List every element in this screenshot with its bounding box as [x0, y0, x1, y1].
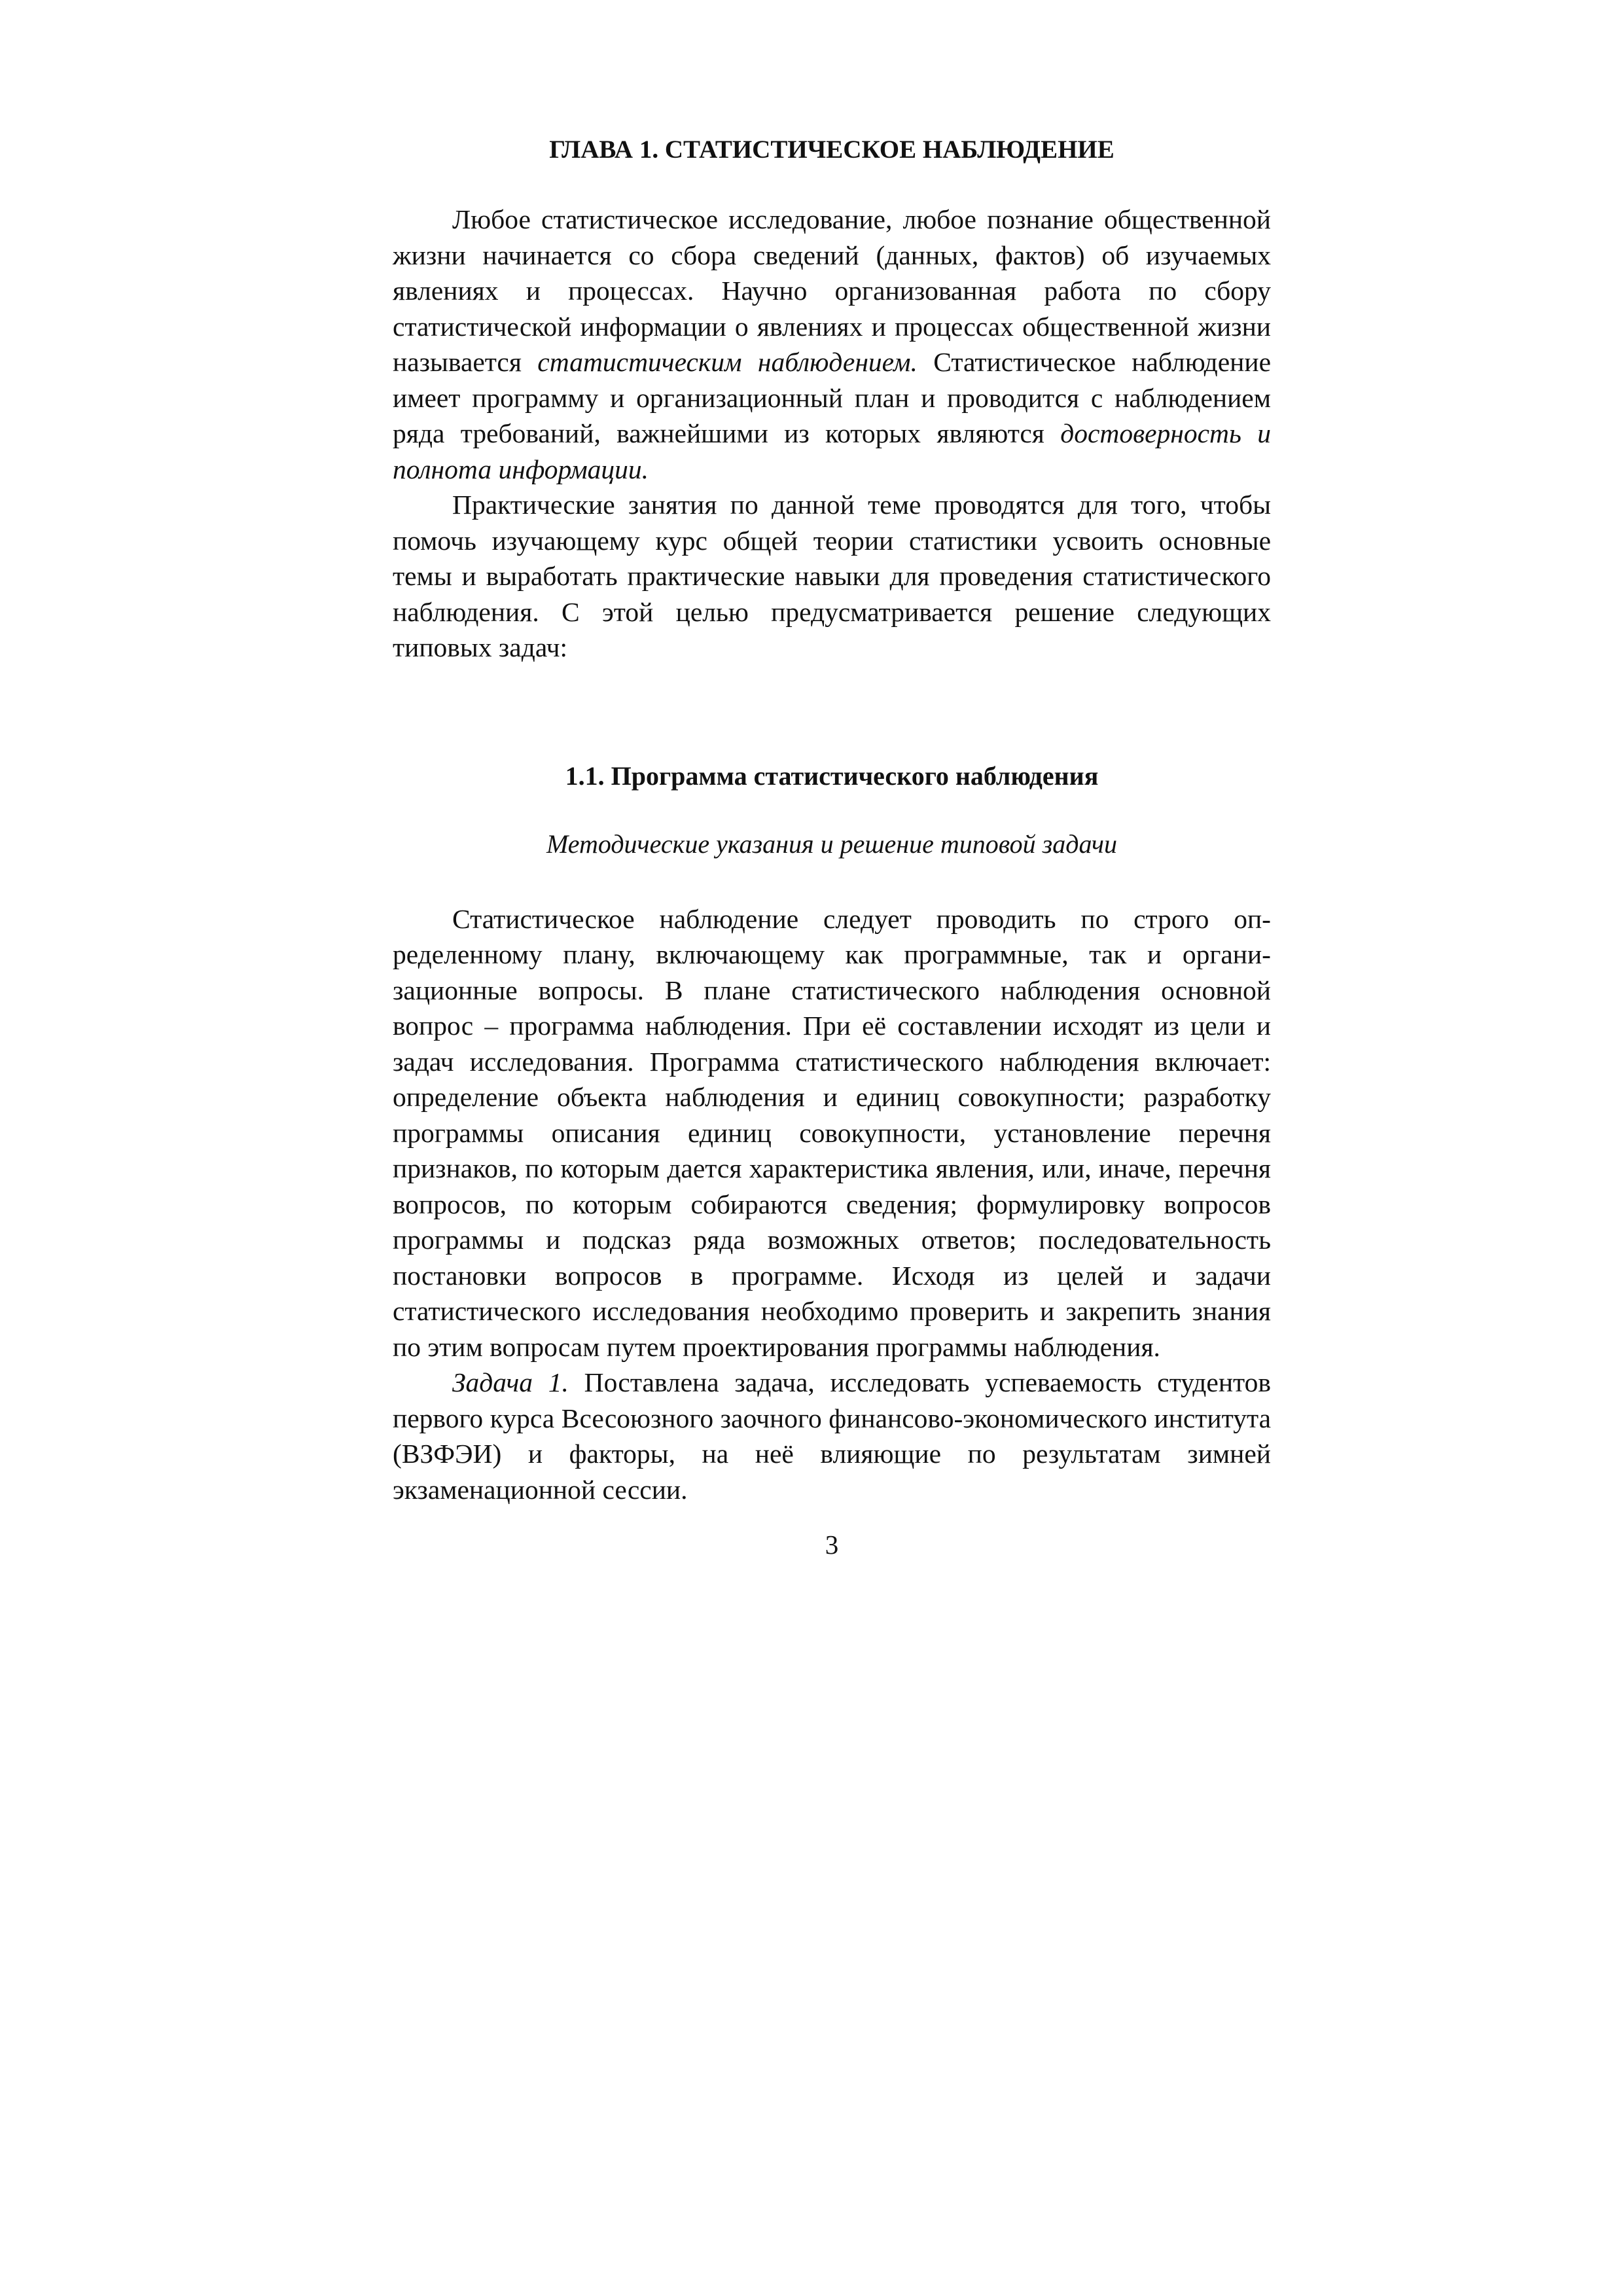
- task-label: Задача 1.: [452, 1367, 569, 1397]
- intro-paragraph-1: [393, 202, 1271, 487]
- intro-paragraph-2: Практические занятия по данной теме проводятся для того, чтобы помочь изучающему курс общей теории статистики усвоить основные темы и выработать практические навыки для проведения статистического наблюдения. С этой целью предусматривается решение следующих типовых задач:: [393, 490, 1271, 662]
- section-title: 1.1. Программа статистического наблюдения: [565, 761, 1099, 791]
- page-number: 3: [825, 1530, 839, 1560]
- method-paragraph: Статистическое наблюдение следует проводить по строго определенному плану, включающему как программные, так и организационные вопросы. В плане статистического наблюдения основной вопрос – программа наблюдения. При её составлении исходят из цели и задач исследования. Программа статистического наблюдения включает: определение объекта наблюдения и единиц совокупности; разработку программы описания единиц совокупности, установление перечня признаков, по которым дается характеристика явления, или, иначе, перечня вопросов, по которым собираются сведения; формулировку вопросов программы и подсказ ряда возможных ответов; последовательность постановки вопросов в программе. Исходя из целей и задачи статистического исследования необходимо проверить и закрепить знания по этим вопросам путем проектирования программы наблюдения.: [393, 903, 1271, 1362]
- chapter-title: ГЛАВА 1. СТАТИСТИЧЕСКОЕ НАБЛЮДЕНИЕ: [549, 135, 1115, 164]
- intro-paragraph-1-part-1: Любое статистическое исследование, любое познание общественной жизни начинается со сбора сведений (данных, фактов) об изучаемых явлениях и процессах. Научно организованная работа по сбору статистической информации о явлениях и процессах общественной жизни называется: [393, 204, 1271, 377]
- term-statistical-observation: статистическим наблюдением.: [537, 347, 918, 377]
- section-subtitle: Методические указания и решение типовой задачи: [546, 829, 1118, 859]
- task-paragraph: [393, 1365, 1271, 1507]
- term-reliability-completeness: достоверность и полнота информации.: [393, 418, 1271, 484]
- task-text: Поставлена задача, исследовать успеваемость студентов первого курса Всесоюзного заочного финансово-экономического института (ВЗФЭИ) и факторы, на неё влияющие по результатам зимней экзаменационной сессии.: [393, 1367, 1271, 1505]
- intro-paragraph-1-part-2: Статистическое наблюдение имеет программу и организационный план и проводится с наблюдением ряда требований, важнейшими из которых являются: [393, 347, 1271, 448]
- document-page: [393, 131, 1271, 1564]
